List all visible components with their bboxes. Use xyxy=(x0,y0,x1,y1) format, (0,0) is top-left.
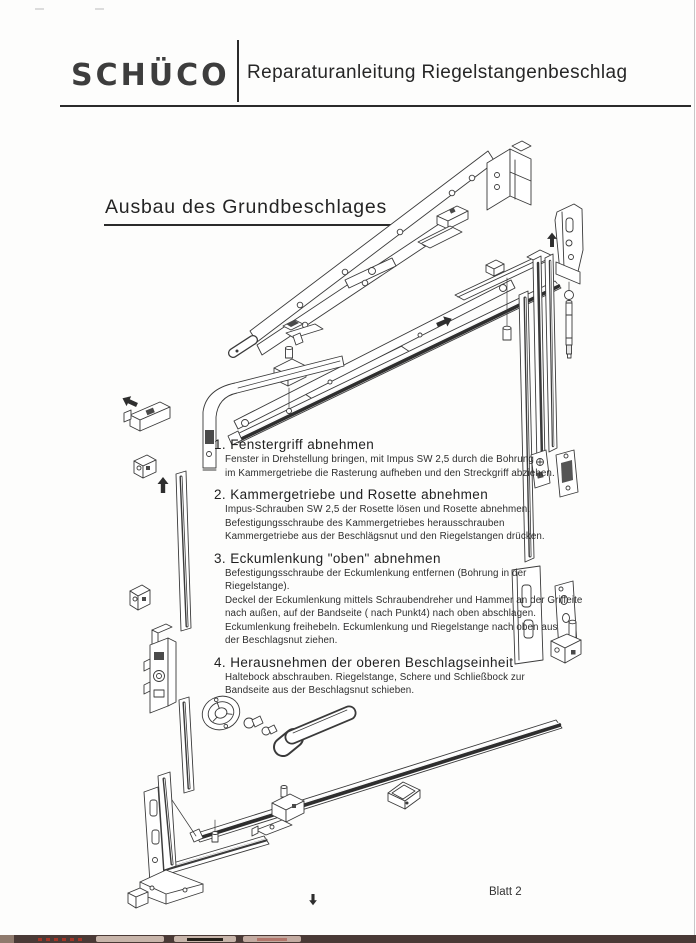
top-hinge-block-drawing xyxy=(487,141,531,210)
gearbox-rail-drawing xyxy=(144,471,194,793)
document-title: Reparaturanleitung Riegelstangenbeschlag xyxy=(247,62,628,83)
scissor-stay-drawing xyxy=(233,151,495,355)
scan-strip-segment-inner xyxy=(257,938,287,941)
instruction-line: Befestigungsschraube des Kammergetriebes herausschrauben xyxy=(225,517,505,529)
instruction-line: Riegelstange). xyxy=(225,581,290,592)
instruction-line: Deckel der Eckumlenkung mittels Schraubendreher und Hammer an der Griffeite xyxy=(225,594,583,606)
instruction-title: 3. Eckumlenkung "oben" abnehmen xyxy=(214,550,441,566)
scan-strip-segment-inner xyxy=(187,938,223,941)
sheet-number-label: Blatt 2 xyxy=(489,886,522,898)
scan-strip-segment xyxy=(243,936,301,942)
bottom-rail-drawing xyxy=(156,720,562,876)
instruction-line: Bandseite aus der Beschlagsnut schieben. xyxy=(225,685,415,696)
instruction-line: Impus-Schrauben SW 2,5 der Rosette lösen und Rosette abnehmen. xyxy=(225,504,531,515)
scan-artifact-strip xyxy=(0,935,696,943)
instruction-item-4 xyxy=(214,654,559,698)
instruction-title: 2. Kammergetriebe und Rosette abnehmen xyxy=(214,487,489,502)
scan-edge-line xyxy=(694,0,695,935)
scan-strip-segment xyxy=(96,936,164,942)
instruction-line: Befestigungsschraube der Eckumlenkung entfernen (Bohrung in der xyxy=(225,567,527,579)
instruction-list xyxy=(214,436,583,704)
schueco-logo: SCHÜCO xyxy=(71,58,230,93)
section-heading: Ausbau des Grundbeschlages xyxy=(104,196,391,226)
locking-bar-drawing xyxy=(228,281,561,445)
instruction-line: der Beschlagsnut ziehen. xyxy=(225,635,338,646)
scan-strip-segment xyxy=(174,936,236,942)
instruction-title: 1. Fenstergriff abnehmen xyxy=(214,437,375,452)
instruction-line: Kammergetriebe aus der Beschlägsnut und den Riegelstangen drücken. xyxy=(225,531,545,542)
scan-strip-red-dots xyxy=(38,938,84,941)
base-rail-drawing xyxy=(234,280,515,429)
instruction-line: im Kammergetriebe die Rasterung aufheben und den Streckgriff abziehen. xyxy=(225,467,555,479)
instruction-item-2 xyxy=(214,486,559,544)
instruction-line: nach außen, auf der Bandseite ( nach Punkt4) nach oben abschlagen. xyxy=(225,608,537,619)
instruction-line: Eckumlenkung freihebeln. Eckumlenkung und Riegelstange nach oben aus xyxy=(225,621,558,633)
scan-strip-edge xyxy=(0,935,14,943)
instruction-line: Haltebock abschrauben. Riegelstange, Schere und Schließbock zur xyxy=(225,671,525,683)
instruction-line: Fenster in Drehstellung bringen, mit Impus SW 2,5 durch die Bohrung xyxy=(225,454,534,465)
instruction-item-1 xyxy=(214,436,559,480)
instruction-title: 4. Herausnehmen der oberen Beschlagseinheit xyxy=(214,654,514,670)
bottom-left-corner-drawing xyxy=(128,772,203,908)
instruction-item-3 xyxy=(214,550,583,648)
hinge-bracket-drawing xyxy=(555,204,583,358)
left-small-parts-drawing xyxy=(124,402,170,610)
